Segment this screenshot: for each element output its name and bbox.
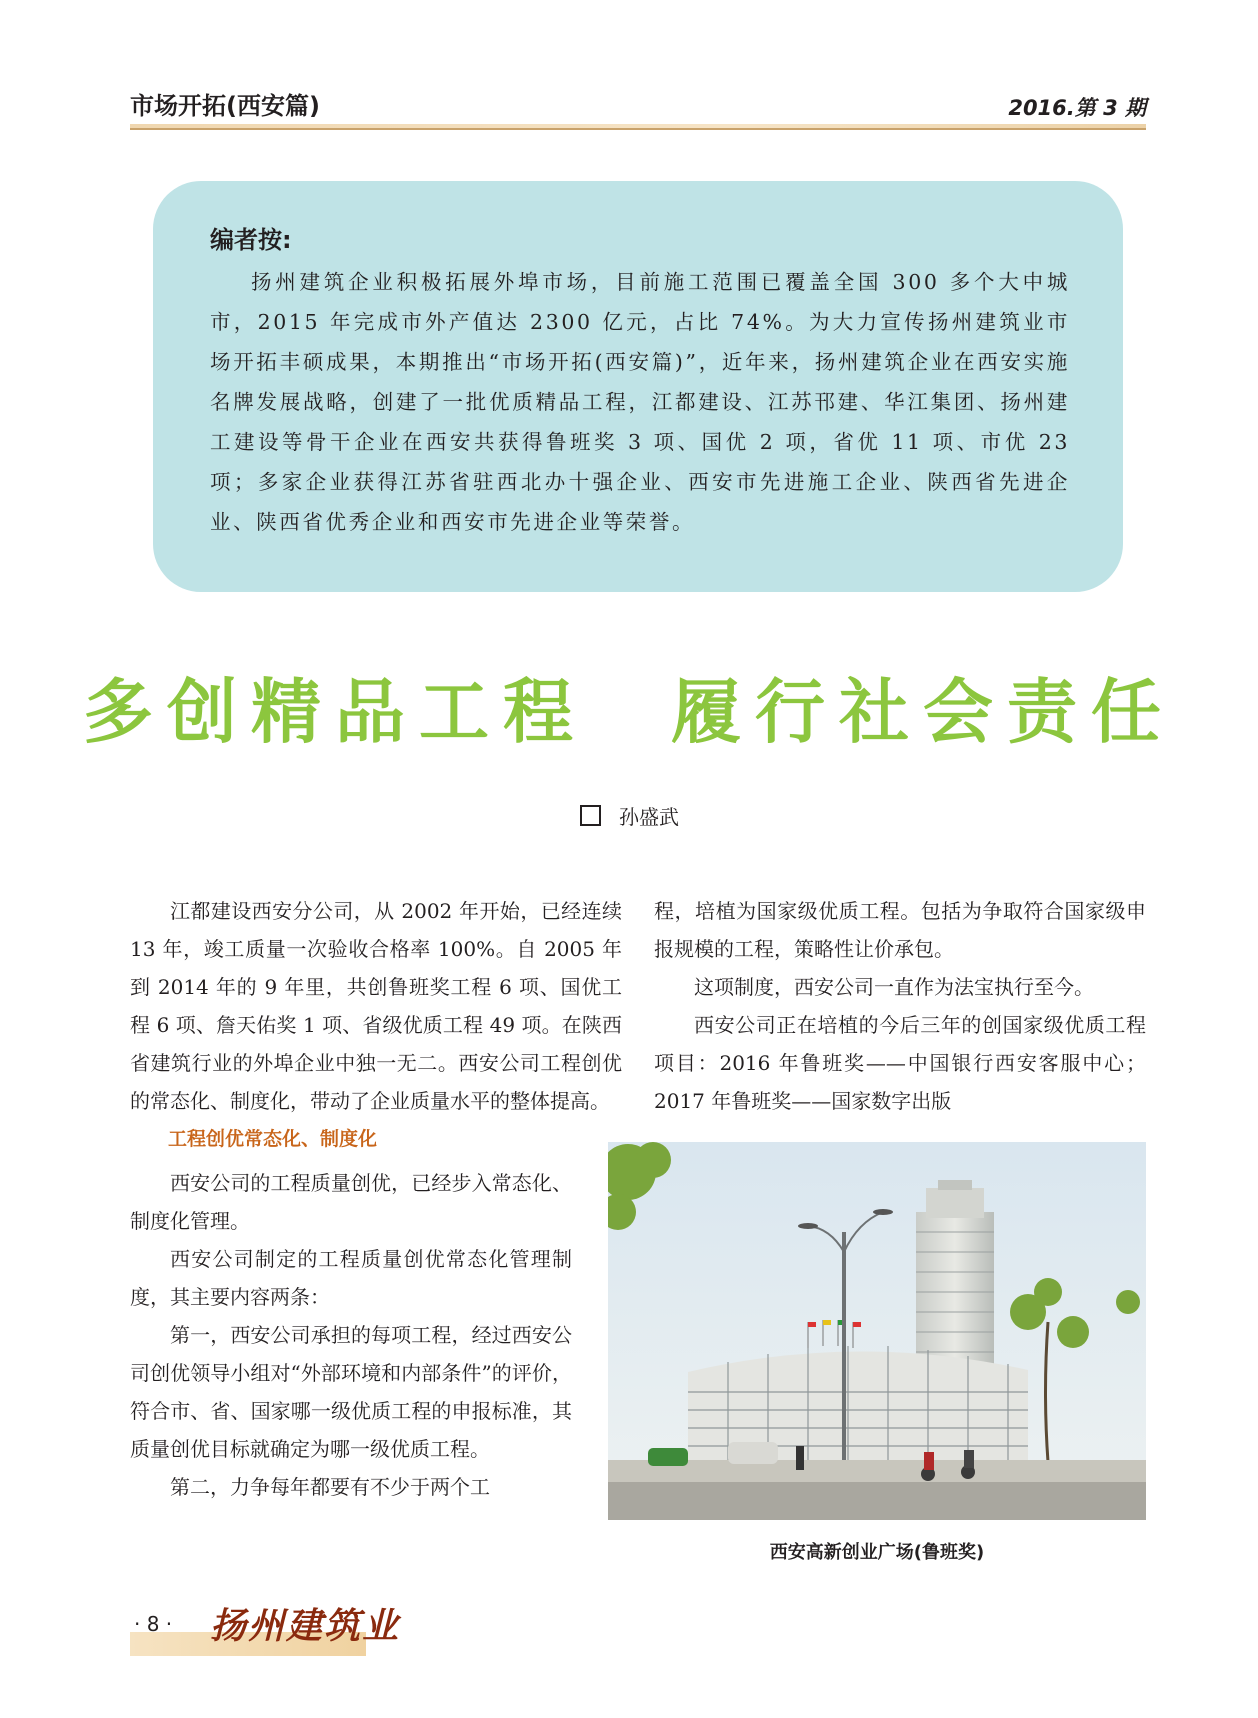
body-paragraph: 西安公司的工程质量创优，已经步入常态化、制度化管理。: [130, 1171, 572, 1233]
body-paragraph: 江都建设西安分公司，从 2002 年开始，已经连续 13 年，竣工质量一次验收合格率 100%。自 2005 年到 2014 年的 9 年里，共创鲁班奖工程 6 项、国优工程 6 项、詹天佑奖 1 项、省级优质工程 49 项。在陕西省建筑行业的外埠企业中独一无二。西安公司工程创优的常态化、制度化，带动了企业质量水平的整体提高。: [130, 899, 622, 1113]
body-paragraph: 西安公司制定的工程质量创优常态化管理制度，其主要内容两条：: [130, 1247, 572, 1309]
author-name: 孙盛武: [619, 805, 679, 829]
section-title: 市场开拓(西安篇): [130, 92, 320, 120]
left-column-bottom: [130, 1164, 572, 1506]
body-paragraph: 第二，力争每年都要有不少于两个工: [170, 1475, 490, 1499]
left-column-top: [130, 892, 622, 1158]
right-column: [654, 892, 1146, 1120]
body-paragraph: 程，培植为国家级优质工程。包括为争取符合国家级申报规模的工程，策略性让价承包。: [654, 899, 1146, 961]
byline: [580, 801, 679, 830]
magazine-logo: 扬州建筑业: [210, 1605, 401, 1647]
body-paragraph: 第一，西安公司承担的每项工程，经过西安公司创优领导小组对“外部环境和内部条件”的评价，符合市、省、国家哪一级优质工程的申报标准，其质量创优目标就确定为哪一级优质工程。: [130, 1323, 572, 1461]
editor-note-heading: 编者按:: [210, 226, 292, 254]
byline-square-icon: [580, 805, 601, 826]
page-number: · 8 ·: [134, 1612, 173, 1636]
article-title: 多创精品工程 履行社会责任: [83, 671, 1175, 753]
header-rule-line: [130, 128, 1146, 130]
building-photo: [608, 1142, 1146, 1520]
editor-note-body: 扬州建筑企业积极拓展外埠市场，目前施工范围已覆盖全国 300 多个大中城市，2015 年完成市外产值达 2300 亿元，占比 74%。为大力宣传扬州建筑业市场开拓丰硕成果，本期推出“市场开拓(西安篇)”，近年来，扬州建筑企业在西安实施名牌发展战略，创建了一批优质精品工程，江都建设、江苏邗建、华江集团、扬州建工建设等骨干企业在西安共获得鲁班奖 3 项、国优 2 项，省优 11 项、市优 23 项；多家企业获得江苏省驻西北办十强企业、西安市先进施工企业、陕西省先进企业、陕西省优秀企业和西安市先进企业等荣誉。: [210, 270, 1070, 534]
photo-caption: 西安高新创业广场(鲁班奖): [769, 1542, 985, 1563]
issue-number: 2016.第 3 期: [1008, 96, 1146, 120]
body-paragraph: 西安公司正在培植的今后三年的创国家级优质工程项目：2016 年鲁班奖——中国银行西安客服中心；2017 年鲁班奖——国家数字出版: [654, 1013, 1146, 1113]
body-paragraph: 这项制度，西安公司一直作为法宝执行至今。: [694, 975, 1094, 999]
building-photo-illustration: [608, 1142, 1146, 1520]
section-subheading: 工程创优常态化、制度化: [168, 1128, 378, 1150]
